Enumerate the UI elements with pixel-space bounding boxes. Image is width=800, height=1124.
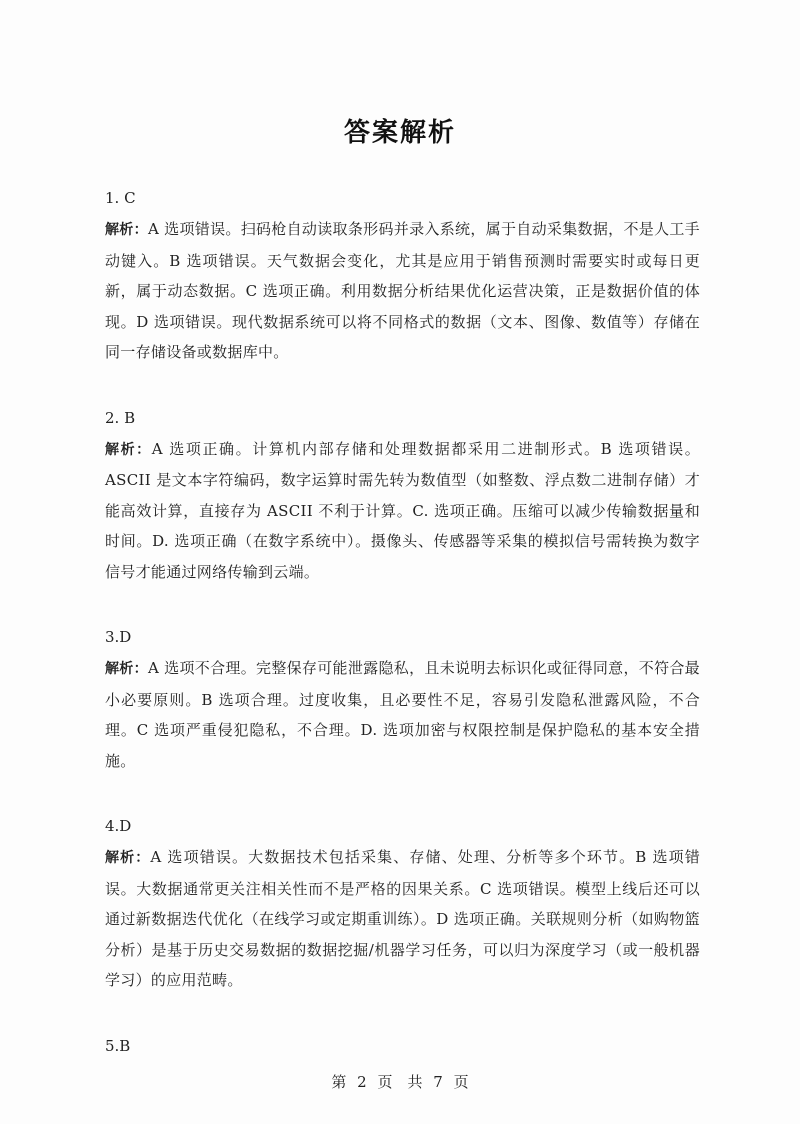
question-number: 5.B — [105, 1036, 131, 1055]
analysis-text: A 选项错误。扫码枪自动读取条形码并录入系统，属于自动采集数据，不是人工手动键入。B 选项错误。天气数据会变化，尤其是应用于销售预测时需要实时或每日更新，属于动态数据。C 选项正确。利用数据分析结果优化运营决策，正是数据价值的体现。D 选项错误。现代数据系统可以将不同格式的数据（文本、图像、数值等）存储在同一存储设备或数据库中。 — [105, 220, 700, 361]
analysis-label: 解析： — [105, 850, 151, 866]
question-analysis — [105, 214, 700, 368]
question-number: 2. B — [105, 408, 136, 427]
analysis-label: 解析： — [105, 661, 148, 677]
analysis-text: A 选项不合理。完整保存可能泄露隐私，且未说明去标识化或征得同意，不符合最小必要原则。B 选项合理。过度收集，且必要性不足，容易引发隐私泄露风险，不合理。C 选项严重侵犯隐私，不合理。D. 选项加密与权限控制是保护隐私的基本安全措施。 — [105, 659, 700, 770]
question-item — [105, 625, 700, 776]
analysis-label: 解析： — [105, 441, 152, 458]
analysis-text: A 选项正确。计算机内部存储和处理数据都采用二进制形式。B 选项错误。ASCII 是文本字符编码，数字运算时需先转为数值型（如整数、浮点数二进制存储）才能高效计算，直接存为 ASCII 不利于计算。C. 选项正确。压缩可以减少传输数据量和时间。D. 选项正确（在数字系统中）。摄像头、传感器等采集的模拟信号需转换为数字信号才能通过网络传输到云端。 — [105, 439, 700, 581]
question-analysis — [105, 653, 700, 776]
question-item — [105, 814, 700, 996]
page-footer: 第 2 页 共 7 页 — [331, 1073, 469, 1091]
question-item — [105, 1034, 700, 1058]
analysis-label: 解析： — [105, 222, 148, 238]
question-item — [105, 406, 700, 588]
question-number: 1. C — [105, 189, 136, 207]
question-item — [105, 186, 700, 368]
question-number: 4.D — [105, 817, 132, 835]
page-title: 答案解析 — [343, 118, 456, 148]
analysis-text: A 选项错误。大数据技术包括采集、存储、处理、分析等多个环节。B 选项错误。大数据通常更关注相关性而不是严格的因果关系。C 选项错误。模型上线后还可以通过新数据迭代优化（在线学习或定期重训练）。D 选项正确。关联规则分析（如购物篮分析）是基于历史交易数据的数据挖掘/机器学习任务，可以归为深度学习（或一般机器学习）的应用范畴。 — [105, 848, 701, 989]
question-number: 3.D — [105, 628, 132, 646]
answer-list — [105, 186, 700, 1096]
question-analysis — [105, 434, 700, 588]
question-analysis — [105, 842, 700, 996]
